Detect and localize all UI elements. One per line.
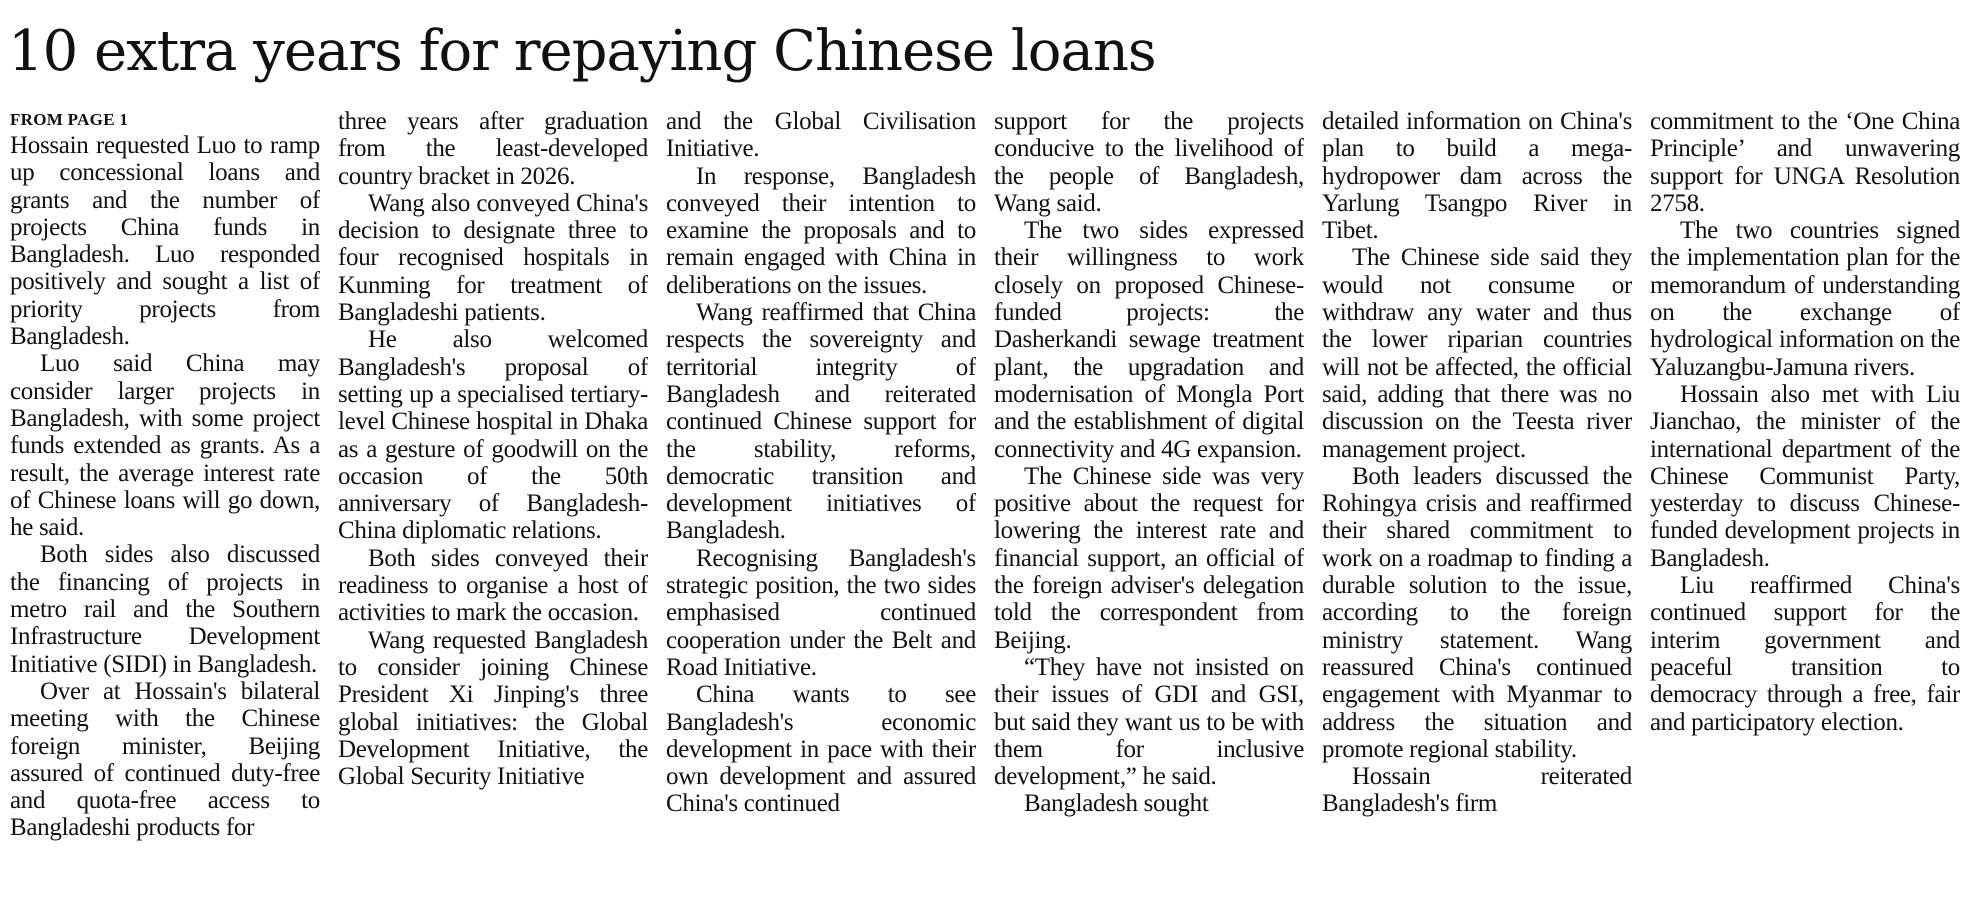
paragraph: “They have not insisted on their issues of GDI and GSI, but said they want us to be with them for inclusive development,” he said.: [994, 653, 1304, 791]
paragraph: Wang also conveyed China's decision to designate three to four recognised hospitals in Kunming for treatment of Bangladeshi patients.: [338, 189, 648, 327]
article-column-4: [994, 108, 1304, 908]
headline: 10 extra years for repaying Chinese loans: [8, 19, 1156, 84]
paragraph: Wang requested Bangladesh to consider joining Chinese President Xi Jinping's three global initiatives: the Global Development Initiative, the Global Security Initiative: [338, 626, 648, 791]
paragraph: Bangladesh sought: [1024, 790, 1209, 818]
paragraph: detailed information on China's plan to build a mega-hydropower dam across the Yarlung Tsangpo River in Tibet.: [1322, 108, 1632, 245]
paragraph: China wants to see Bangladesh's economic development in pace with their own development and assured China's continued: [666, 681, 976, 818]
paragraph: The two countries signed the implementation plan for the memorandum of understanding on the exchange of hydrological information on the Yaluzangbu-Jamuna rivers.: [1650, 217, 1960, 381]
article-body: [0, 108, 1963, 912]
article-column-5: [1322, 108, 1632, 908]
paragraph: Both sides also discussed the financing of projects in metro rail and the Southern Infrastructure Development Initiative (SIDI) in Bangladesh.: [10, 541, 320, 678]
paragraph: Recognising Bangladesh's strategic position, the two sides emphasised continued cooperation under the Belt and Road Initiative.: [666, 544, 976, 681]
article-column-6: [1650, 108, 1960, 908]
paragraph: commitment to the ‘One China Principle’ and unwavering support for UNGA Resolution 2758.: [1650, 108, 1960, 217]
paragraph: three years after graduation from the least-developed country bracket in 2026.: [338, 108, 648, 190]
jump-label: FROM PAGE 1: [10, 110, 129, 129]
paragraph: The Chinese side said they would not consume or withdraw any water and thus the lower riparian countries will not be affected, the official said, adding that there was no discussion on the Teesta river management project.: [1322, 244, 1632, 463]
paragraph: Luo said China may consider larger projects in Bangladesh, with some project funds extended as grants. As a result, the average interest rate of Chinese loans will go down, he said.: [10, 350, 320, 542]
paragraph: The two sides expressed their willingness to work closely on proposed Chinese-funded projects: the Dasherkandi sewage treatment plant, the upgradation and modernisation of Mongla Port and the establishment of digital connectivity and 4G expansion.: [994, 217, 1304, 463]
paragraph: Wang reaffirmed that China respects the sovereignty and territorial integrity of Bangladesh and reiterated continued Chinese support for the stability, reforms, democratic transition and development initiatives of Bangladesh.: [666, 299, 976, 545]
paragraph: He also welcomed Bangladesh's proposal of setting up a specialised tertiary-level Chinese hospital in Dhaka as a gesture of goodwill on the occasion of the 50th anniversary of Bangladesh-China diplomatic relations.: [338, 326, 648, 545]
paragraph: Hossain requested Luo to ramp up concessional loans and grants and the number of projects China funds in Bangladesh. Luo responded positively and sought a list of priority projects from Bangladesh.: [10, 132, 320, 351]
article-column-1: [10, 108, 320, 908]
paragraph: and the Global Civilisation Initiative.: [666, 108, 976, 163]
paragraph: Both leaders discussed the Rohingya crisis and reaffirmed their shared commitment to work on a roadmap to finding a durable solution to the issue, according to the foreign ministry statement. Wang reassured China's continued engagement with Myanmar to address the situation and promote regional stability.: [1322, 462, 1632, 763]
paragraph: In response, Bangladesh conveyed their intention to examine the proposals and to remain engaged with China in deliberations on the issues.: [666, 162, 976, 299]
article-column-3: [666, 108, 976, 908]
paragraph: Over at Hossain's bilateral meeting with the Chinese foreign minister, Beijing assured of continued duty-free and quota-free access to Bangladeshi products for: [10, 677, 320, 842]
paragraph: The Chinese side was very positive about the request for lowering the interest rate and financial support, an official of the foreign adviser's delegation told the correspondent from Beijing.: [994, 462, 1304, 654]
paragraph: Hossain also met with Liu Jianchao, the minister of the international department of the Chinese Communist Party, yesterday to discuss Chinese-funded development projects in Bangladesh.: [1650, 380, 1960, 572]
article-column-2: [338, 108, 648, 908]
paragraph: support for the projects conducive to the livelihood of the people of Bangladesh, Wang said.: [994, 108, 1304, 217]
paragraph: Liu reaffirmed China's continued support for the interim government and peaceful transition to democracy through a free, fair and participatory election.: [1650, 572, 1960, 736]
paragraph: Both sides conveyed their readiness to organise a host of activities to mark the occasion.: [338, 544, 648, 627]
paragraph: Hossain reiterated Bangladesh's firm: [1322, 763, 1632, 818]
